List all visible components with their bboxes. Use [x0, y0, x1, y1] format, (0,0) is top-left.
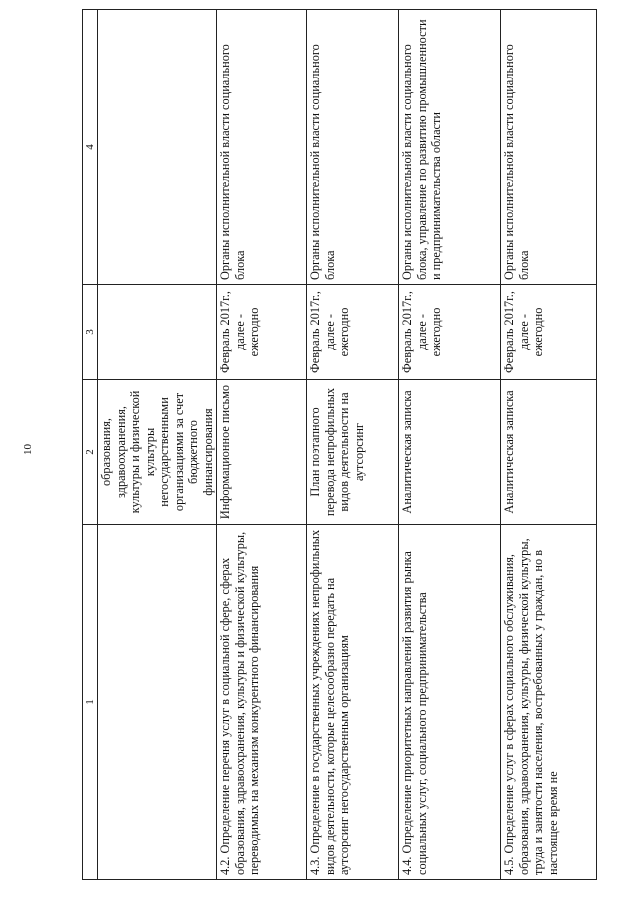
responsible: Органы исполнительной власти социального блока — [501, 10, 597, 285]
responsible: Органы исполнительной власти социального блока — [217, 10, 307, 285]
header-col-2: 2 — [83, 380, 98, 525]
measure-description: 4.4. Определение приоритетных направлений развития рынка социальных услуг, социального предпринимательства — [399, 525, 501, 880]
cell-continuation-col1 — [98, 525, 217, 880]
header-col-1: 1 — [83, 525, 98, 880]
result-document: План поэтапного перевода непрофильных видов деятельности на аутсорсинг — [307, 380, 399, 525]
cell-continuation-col4 — [98, 10, 217, 285]
deadline: Февраль 2017г., далее - ежегодно — [399, 285, 501, 380]
result-document: Аналитическая записка — [399, 380, 501, 525]
table-header-row — [83, 10, 98, 880]
cell-continuation-col2: образования, здравоохранения, культуры и физической культуры негосударственными организациями за счет бюджетного финансирования — [98, 380, 217, 525]
deadline: Февраль 2017г., далее - ежегодно — [217, 285, 307, 380]
cell-continuation-col3 — [98, 285, 217, 380]
result-document: Аналитическая записка — [501, 380, 597, 525]
measures-table — [82, 9, 597, 880]
measure-description: 4.2. Определение перечня услуг в социальной сфере, сферах образования, здравоохранения, культуры и физической культуры, переводимых на механизм конкурентного финансирования — [217, 525, 307, 880]
table-row — [307, 10, 399, 880]
responsible: Органы исполнительной власти социального блока — [307, 10, 399, 285]
deadline: Февраль 2017г., далее - ежегодно — [307, 285, 399, 380]
page-number: 10 — [22, 444, 34, 455]
measure-description: 4.5. Определение услуг в сферах социального обслуживания, образования, здравоохранения, культуры, физической культуры, труда и занятости населения, востребованных у граждан, но в настоящее время не — [501, 525, 597, 880]
header-col-4: 4 — [83, 10, 98, 285]
measure-description: 4.3. Определение в государственных учреждениях непрофильных видов деятельности, которые целесообразно передать на аутсорсинг негосударственным организациям — [307, 525, 399, 880]
table-row — [399, 10, 501, 880]
table-row-continuation — [98, 10, 217, 880]
header-col-3: 3 — [83, 285, 98, 380]
responsible: Органы исполнительной власти социального блока, управление по развитию промышленности и предпринимательства области — [399, 10, 501, 285]
deadline: Февраль 2017г., далее - ежегодно — [501, 285, 597, 380]
result-document: Информационное письмо — [217, 380, 307, 525]
table-row — [501, 10, 597, 880]
measures-table-container — [82, 19, 582, 880]
table-row — [217, 10, 307, 880]
